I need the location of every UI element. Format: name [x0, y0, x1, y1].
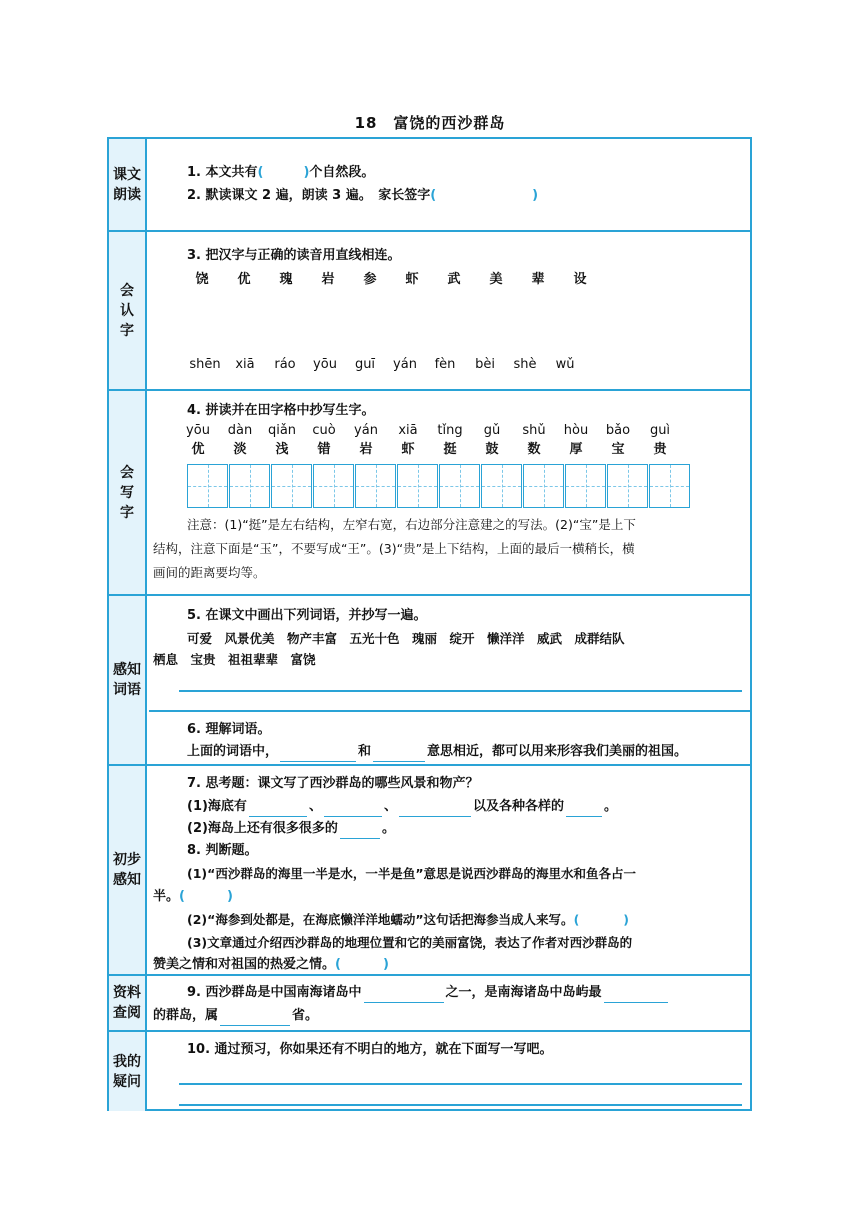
pinyin-syllable: guì: [649, 423, 671, 438]
answer-blank[interactable]: [399, 802, 471, 817]
question-6: 6. 理解词语。: [187, 722, 271, 737]
answer-blank[interactable]: [364, 988, 444, 1003]
tianzige-cell[interactable]: [397, 464, 438, 508]
section-recognize-chars: [109, 230, 750, 389]
question-7: 7. 思考题：课文写了西沙群岛的哪些风景和物产？: [187, 776, 479, 791]
tianzige-cell[interactable]: [565, 464, 606, 508]
question-8-2: (2)“海参到处都是，在海底懒洋洋地蠕动”这句话把海参当成人来写。( ): [187, 912, 629, 927]
section-initial-perception: [109, 764, 750, 974]
section-label: 会认字: [109, 232, 147, 389]
pinyin-syllable: ráo: [274, 357, 296, 372]
hanzi-char: 挺: [443, 442, 457, 457]
write-line[interactable]: [179, 1083, 742, 1085]
question-5: 5. 在课文中画出下列词语，并抄写一遍。: [187, 608, 427, 623]
hanzi-char: 辈: [531, 272, 545, 287]
pinyin-syllable: xiā: [398, 423, 418, 438]
pinyin-syllable: xiā: [235, 357, 255, 372]
hanzi-char: 厚: [569, 442, 583, 457]
hanzi-char: 饶: [195, 272, 209, 287]
tianzige-cell[interactable]: [229, 464, 270, 508]
answer-blank[interactable]: [280, 747, 356, 762]
hanzi-char: 美: [489, 272, 503, 287]
question-9: 9. 西沙群岛是中国南海诸岛中 之一，是南海诸岛中岛屿最: [187, 983, 670, 1003]
word-list-1: 可爱 风景优美 物产丰富 五光十色 瑰丽 绽开 懒洋洋 威武 成群结队: [187, 631, 625, 646]
question-8-3: (3)文章通过介绍西沙群岛的地理位置和它的美丽富饶，表达了作者对西沙群岛的: [187, 935, 633, 950]
pinyin-syllable: guī: [354, 357, 376, 372]
pinyin-syllable: hòu: [563, 423, 589, 438]
pinyin-syllable: shè: [513, 357, 537, 372]
pinyin-syllable: shēn: [189, 357, 221, 372]
pinyin-syllable: gǔ: [483, 423, 501, 438]
tianzige-cell[interactable]: [439, 464, 480, 508]
note-line-2: 结构，注意下面是“玉”，不要写成“王”。(3)“贵”是上下结构，上面的最后一横稍长，横: [153, 541, 635, 556]
pinyin-syllable: yōu: [186, 423, 210, 438]
answer-blank[interactable]: [604, 988, 668, 1003]
tianzige-cell[interactable]: [187, 464, 228, 508]
hanzi-char: 参: [363, 272, 377, 287]
hanzi-char: 设: [573, 272, 587, 287]
section-write-chars: [109, 389, 750, 594]
question-9-end: 的群岛，属 省。: [153, 1006, 318, 1026]
pinyin-syllable: shǔ: [522, 423, 546, 438]
sub-divider: [149, 710, 750, 712]
section-label: 资料查阅: [109, 976, 147, 1030]
tianzige-grid[interactable]: [187, 464, 691, 508]
section-label: 感知词语: [109, 596, 147, 764]
section-research: [109, 974, 750, 1030]
question-8-1-end: 半。( ): [153, 889, 233, 904]
pinyin-syllable: wǔ: [555, 357, 575, 372]
section-label: 初步感知: [109, 766, 147, 974]
hanzi-char: 优: [237, 272, 251, 287]
pinyin-syllable: qiǎn: [267, 423, 297, 438]
question-4: 4. 拼读并在田字格中抄写生字。: [187, 403, 375, 418]
question-1: 1. 本文共有( )个自然段。: [187, 165, 375, 180]
pinyin-syllable: yán: [354, 423, 378, 438]
tianzige-cell[interactable]: [313, 464, 354, 508]
hanzi-char: 数: [527, 442, 541, 457]
write-line[interactable]: [179, 1104, 742, 1106]
section-label: 课文朗读: [109, 139, 147, 230]
pinyin-syllable: yōu: [313, 357, 337, 372]
pinyin-syllable: fèn: [434, 357, 456, 372]
answer-blank[interactable]: [373, 747, 425, 762]
question-8-1: (1)“西沙群岛的海里一半是水，一半是鱼”意思是说西沙群岛的海里水和鱼各占一: [187, 866, 637, 881]
hanzi-list: [181, 270, 601, 290]
hanzi-char: 浅: [275, 442, 289, 457]
note-line-1: 注意：(1)“挺”是左右结构，左窄右宽，右边部分注意建之的写法。(2)“宝”是上下: [187, 517, 636, 532]
worksheet-table: [107, 137, 752, 1111]
pinyin-syllable: cuò: [312, 423, 336, 438]
word-list-2: 栖息 宝贵 祖祖辈辈 富饶: [153, 652, 316, 667]
hanzi-char: 虾: [405, 272, 419, 287]
tianzige-cell[interactable]: [523, 464, 564, 508]
pinyin-syllable: bèi: [475, 357, 495, 372]
question-3: 3. 把汉字与正确的读音用直线相连。: [187, 248, 401, 263]
hanzi-char: 贵: [653, 442, 667, 457]
answer-blank[interactable]: [324, 802, 382, 817]
section-label: 会写字: [109, 391, 147, 594]
tianzige-cell[interactable]: [271, 464, 312, 508]
section-read-aloud: [109, 139, 750, 230]
section-my-questions: [109, 1030, 750, 1111]
tianzige-cell[interactable]: [607, 464, 648, 508]
pinyin-list: [177, 421, 681, 441]
pinyin-syllable: tǐng: [437, 423, 463, 438]
hanzi-char: 瑰: [279, 272, 293, 287]
section-label: 我的疑问: [109, 1032, 147, 1111]
tianzige-cell[interactable]: [649, 464, 690, 508]
answer-blank[interactable]: [220, 1011, 290, 1026]
hanzi-char: 错: [317, 442, 331, 457]
answer-blank[interactable]: [249, 802, 307, 817]
question-8-3-end: 赞美之情和对祖国的热爱之情。( ): [153, 957, 389, 972]
answer-blank[interactable]: [340, 824, 380, 839]
page-title: 18 富饶的西沙群岛: [354, 114, 506, 132]
hanzi-char: 岩: [359, 442, 373, 457]
hanzi-char: 鼓: [485, 442, 499, 457]
tianzige-cell[interactable]: [355, 464, 396, 508]
copy-line[interactable]: [179, 690, 742, 692]
pinyin-syllable: dàn: [227, 423, 253, 438]
note-line-3: 画间的距离要均等。: [153, 565, 266, 580]
pinyin-syllable: bǎo: [605, 423, 631, 438]
question-2: 2. 默读课文 2 遍，朗读 3 遍。 家长签字( ): [187, 188, 539, 203]
question-7-1: (1)海底有 、 、 以及各种各样的 。: [187, 797, 617, 817]
hanzi-char: 宝: [611, 442, 625, 457]
question-10: 10. 通过预习，你如果还有不明白的地方，就在下面写一写吧。: [187, 1042, 553, 1057]
hanzi-char: 岩: [321, 272, 335, 287]
hanzi-char: 虾: [401, 442, 415, 457]
pinyin-syllable: yán: [393, 357, 417, 372]
question-8: 8. 判断题。: [187, 843, 258, 858]
pinyin-list: [185, 355, 585, 375]
question-6-body: 上面的词语中， 和 意思相近，都可以用来形容我们美丽的祖国。: [187, 742, 687, 762]
hanzi-char: 淡: [233, 442, 247, 457]
question-7-2: (2)海岛上还有很多很多的 。: [187, 819, 395, 839]
hanzi-char: 优: [191, 442, 205, 457]
hanzi-char: 武: [447, 272, 461, 287]
tianzige-cell[interactable]: [481, 464, 522, 508]
section-perceive-words: [109, 594, 750, 764]
answer-blank[interactable]: [566, 802, 602, 817]
hanzi-list: [177, 440, 681, 460]
